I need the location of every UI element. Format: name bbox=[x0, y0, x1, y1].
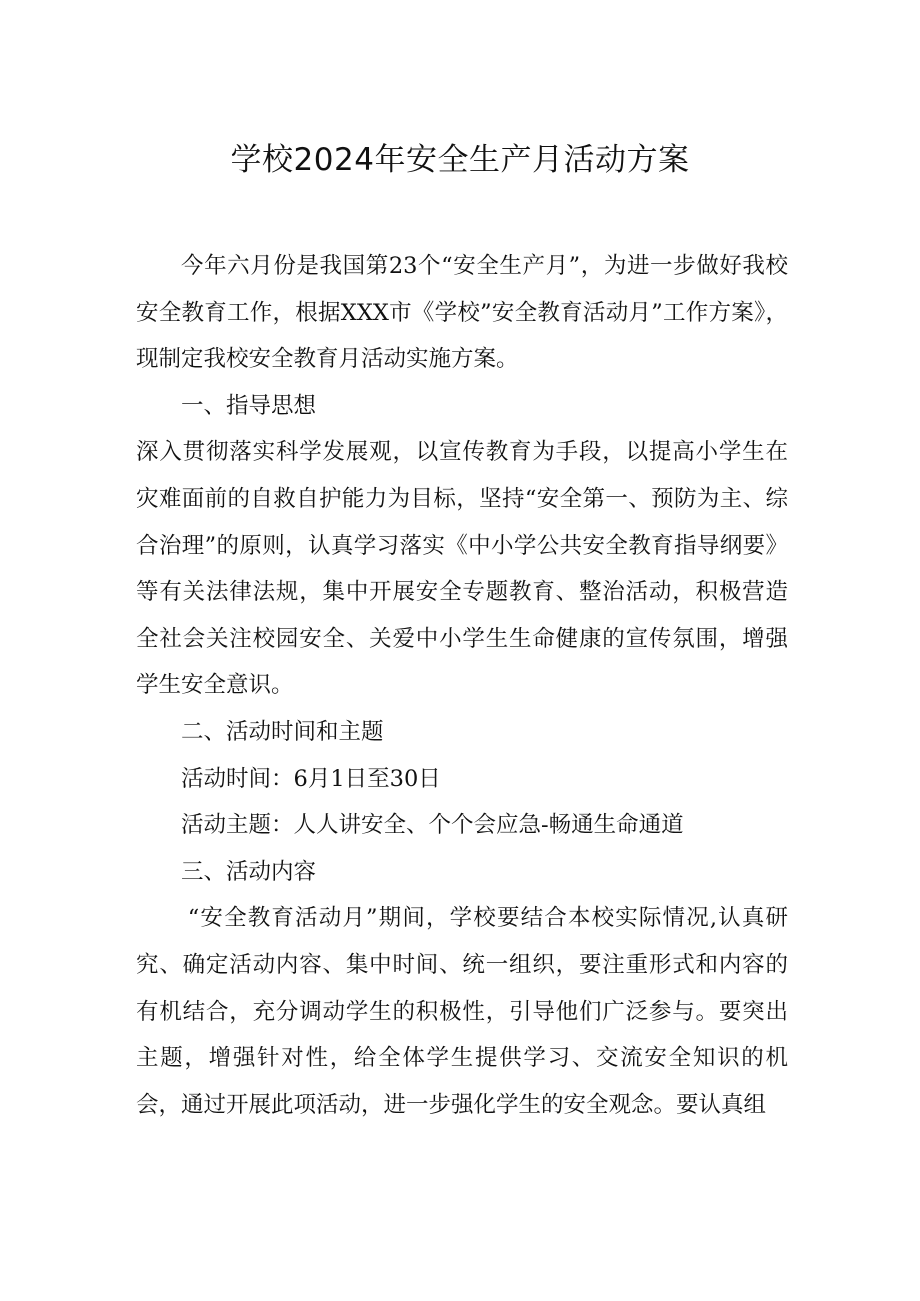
document-title: 学校2024年安全生产月活动方案 bbox=[230, 142, 690, 178]
activity-theme-line: 活动主题：人人讲安全、个个会应急-畅通生命通道 bbox=[181, 812, 684, 839]
document-body bbox=[136, 243, 788, 1128]
activity-time-line: 活动时间：6月1日至30日 bbox=[181, 765, 441, 792]
section-heading-guiding-ideology: 一、指导思想 bbox=[181, 392, 317, 419]
section-heading-time-and-theme: 二、活动时间和主题 bbox=[181, 718, 384, 745]
guiding-ideology-paragraph: 深入贯彻落实科学发展观，以宣传教育为手段，以提高小学生在灾难面前的自救自护能力为目标，坚持“安全第一、预防为主、综合治理”的原则，认真学习落实《中小学公共安全教育指导纲要》等有关法律法规，集中开展安全专题教育、整治活动，积极营造全社会关注校园安全、关爱中小学生生命健康的宣传氛围，增强学生安全意识。 bbox=[136, 439, 788, 699]
intro-paragraph: 今年六月份是我国第23个“安全生产月”，为进一步做好我校安全教育工作，根据XXX市《学校”安全教育活动月”工作方案》，现制定我校安全教育月活动实施方案。 bbox=[136, 253, 788, 373]
activity-content-paragraph: “安全教育活动月”期间，学校要结合本校实际情况,认真研究、确定活动内容、集中时间、统一组织，要注重形式和内容的有机结合，充分调动学生的积极性，引导他们广泛参与。要突出主题，增强针对性，给全体学生提供学习、交流安全知识的机会，通过开展此项活动，进一步强化学生的安全观念。要认真组 bbox=[136, 905, 788, 1118]
section-heading-activity-content: 三、活动内容 bbox=[181, 858, 317, 885]
